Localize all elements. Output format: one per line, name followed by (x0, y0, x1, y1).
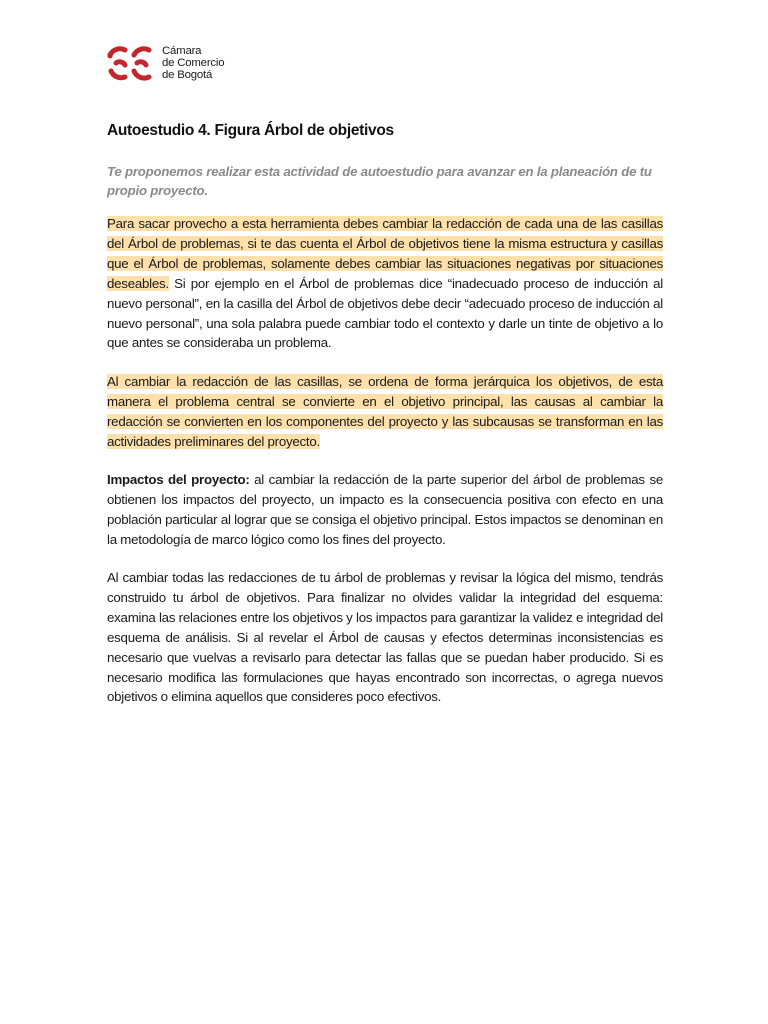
paragraph-3-rest: al cambiar la redacción de la parte superior del árbol de problemas se obtienen los impactos del proyecto, un impacto es la consecuencia positiva con efecto en una población particular al lograr que se consiga el objetivo principal. Estos impactos se denominan en la metodología de marco lógico como los fines del proyecto. (107, 472, 663, 547)
logo-line-3: de Bogotá (162, 69, 213, 82)
paragraph-4: Al cambiar todas las redacciones de tu árbol de problemas y revisar la lógica del mismo, tendrás construido tu árbol de objetivos. Para finalizar no olvides validar la integridad del esquema: examina las relaciones entre los objetivos y los impactos para garantizar la validez e integridad del esquema de análisis. Si al revelar el Árbol de causas y efectos determinas inconsistencias es necesario que vuelvas a revisarlo para detectar las fallas que se puedan haber producido. Si es necesario modifica las formulaciones que hayas encontrado son incorrectas, o agrega nuevos objetivos o elimina aquellos que consideres poco efectivos. (107, 570, 663, 705)
logo-wordmark (162, 45, 224, 82)
camara-comercio-logo (107, 44, 224, 82)
logo-line-1: Cámara (162, 44, 202, 57)
intro-text: Te proponemos realizar esta actividad de autoestudio para avanzar en la planeación de tu propio proyecto. (107, 164, 652, 198)
paragraph-1 (107, 214, 663, 353)
paragraph-3 (107, 470, 663, 550)
paragraph-1-rest: Si por ejemplo en el Árbol de problemas dice “inadecuado proceso de inducción al nuevo personal”, en la casilla del Árbol de objetivos debe decir “adecuado proceso de inducción al nuevo personal”, una sola palabra puede cambiar todo el contexto y darle un tinte de objetivo a lo que antes se consideraba un problema. (107, 275, 663, 351)
highlighted-text: Para sacar provecho a esta herramienta debes cambiar la redacción de cada una de las casillas del Árbol de problemas, si te das cuenta el Árbol de objetivos tiene la misma estructura y casillas que el Árbol de problemas, solamente debes cambiar las situaciones negativas por situaciones deseables. (107, 216, 663, 291)
logo-line-2: de Comercio (162, 56, 225, 69)
document-title: Autoestudio 4. Figura Árbol de objetivos (107, 122, 394, 139)
highlighted-text: Al cambiar la redacción de las casillas, se ordena de forma jerárquica los objetivos, de esta manera el problema central se convierte en el objetivo principal, las causas al cambiar la redacción se convierten en los componentes del proyecto y las subcausas se transforman en las actividades preliminares del proyecto. (107, 374, 663, 449)
impactos-heading: Impactos del proyecto: (107, 472, 250, 487)
paragraph-2 (107, 372, 663, 452)
ccb-logo-icon (107, 44, 155, 82)
